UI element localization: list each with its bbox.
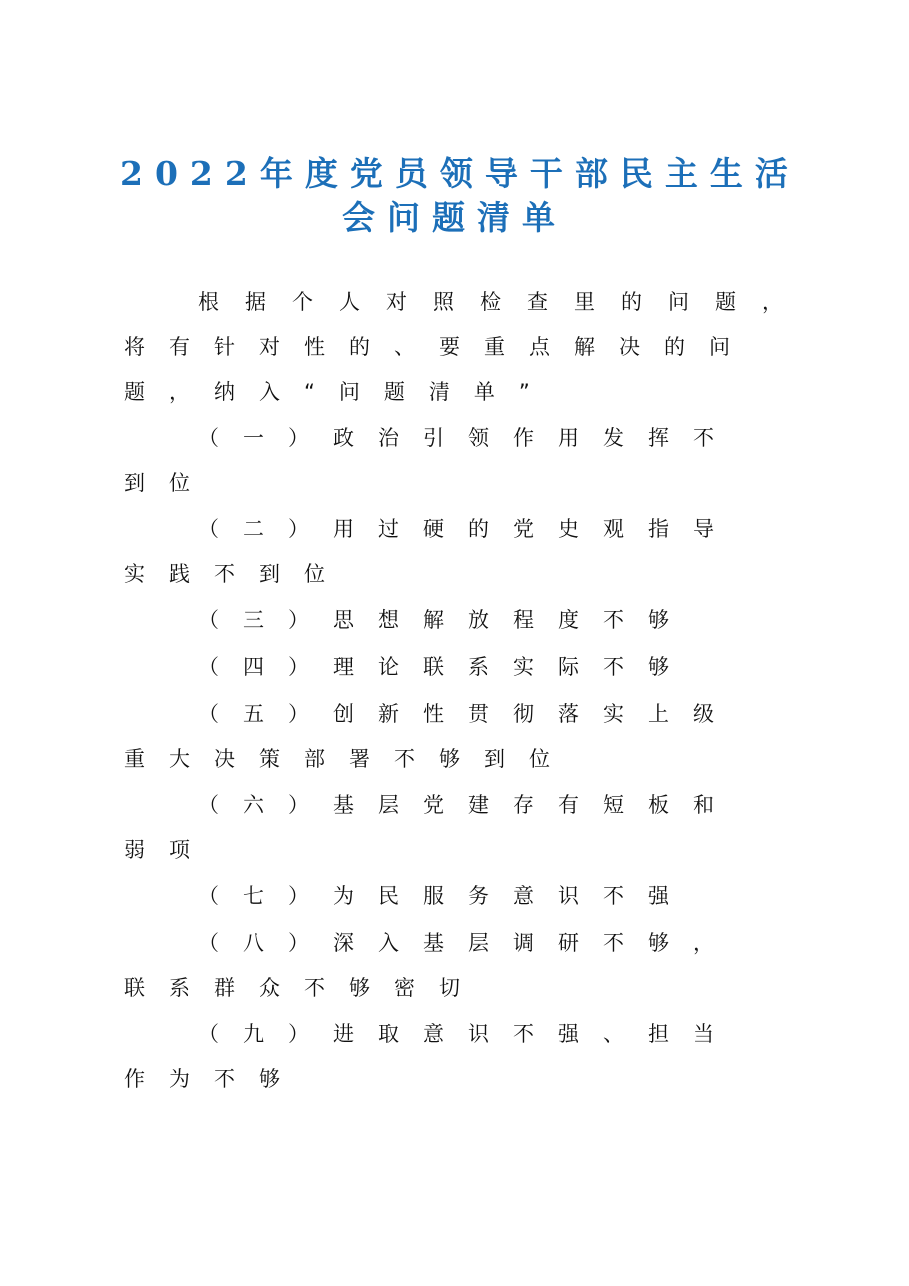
item-2-line-2: 实践不到位	[124, 562, 349, 586]
item-2-line-1: （二）用过硬的党史观指导	[198, 517, 738, 541]
item-1-line-2: 到位	[124, 471, 214, 495]
item-8-line-2: 联系群众不够密切	[124, 976, 484, 1000]
item-6-line-2: 弱项	[124, 838, 214, 862]
document-title-line2: 会问题清单	[342, 198, 567, 237]
intro-line-3: 题，纳入“问题清单”	[124, 380, 554, 404]
intro-line-2: 将有针对性的、要重点解决的问	[124, 335, 754, 359]
item-5-line-2: 重大决策部署不够到位	[124, 747, 574, 771]
item-4-line-1: （四）理论联系实际不够	[198, 655, 693, 679]
item-9-line-1: （九）进取意识不强、担当	[198, 1022, 738, 1046]
document-title-line1: 2022年度党员领导干部民主生活	[120, 154, 800, 193]
item-9-line-2: 作为不够	[124, 1067, 304, 1091]
item-8-line-1: （八）深入基层调研不够，	[198, 931, 738, 955]
item-6-line-1: （六）基层党建存有短板和	[198, 793, 738, 817]
item-7-line-1: （七）为民服务意识不强	[198, 884, 693, 908]
item-3-line-1: （三）思想解放程度不够	[198, 608, 693, 632]
intro-line-1: 根据个人对照检查里的问题，	[198, 290, 809, 314]
item-1-line-1: （一）政治引领作用发挥不	[198, 426, 738, 450]
item-5-line-1: （五）创新性贯彻落实上级	[198, 702, 738, 726]
